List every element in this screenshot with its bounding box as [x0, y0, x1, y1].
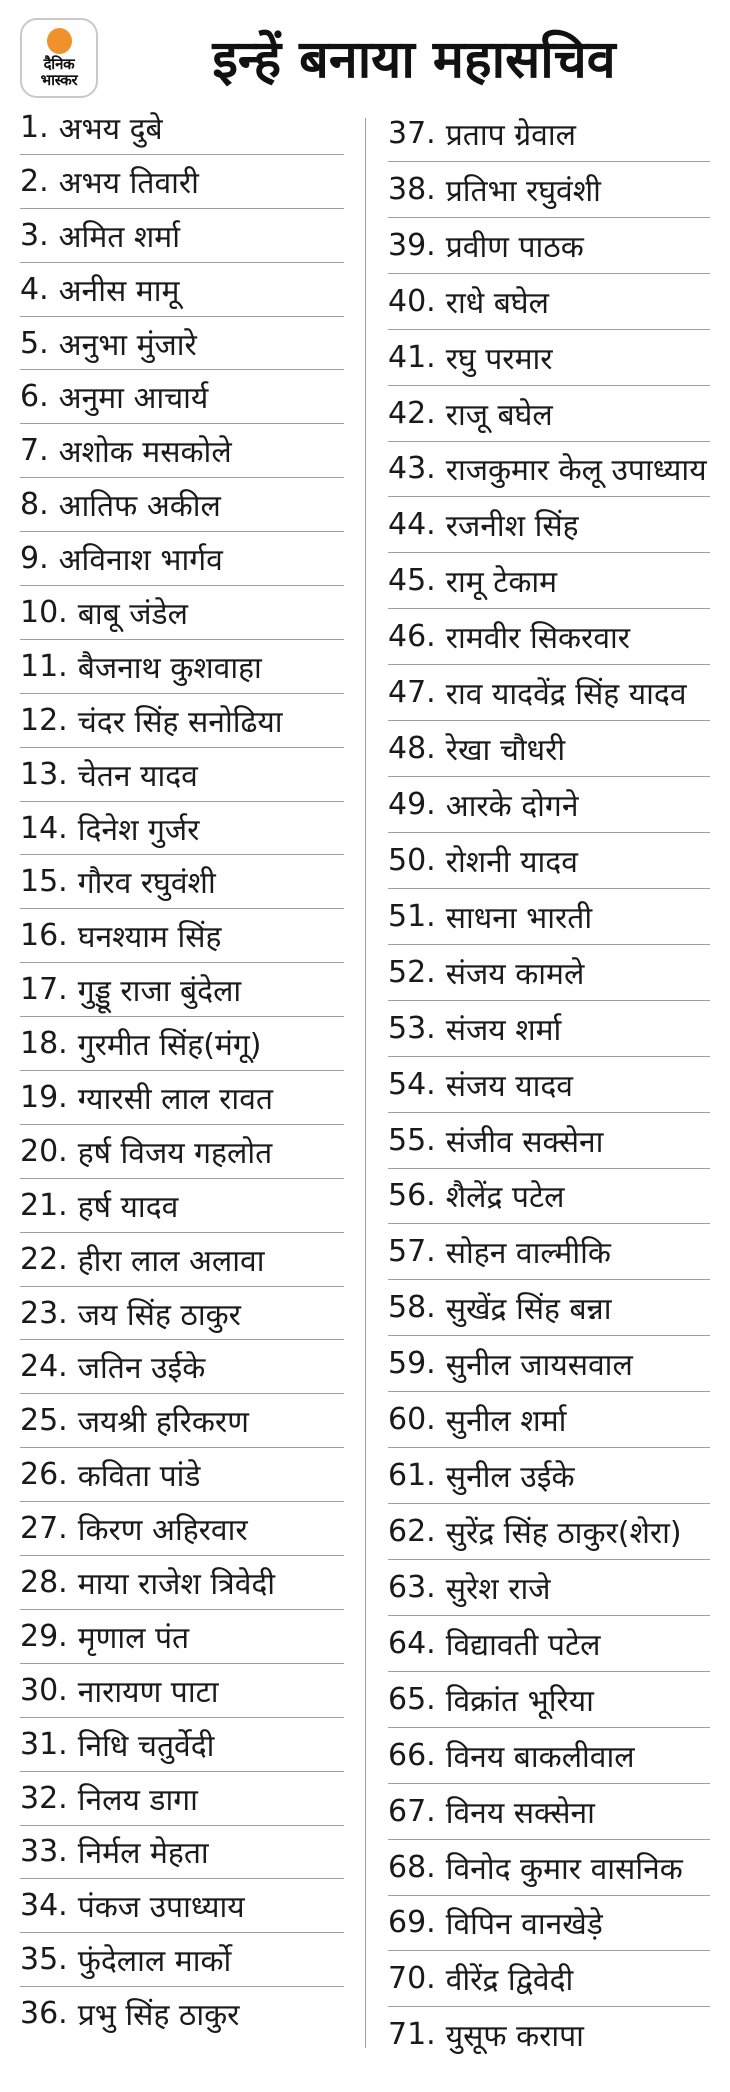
item-name: हीरा लाल अलावा — [77, 1243, 265, 1279]
item-number: 3. — [20, 217, 49, 253]
item-name: अविनाश भार्गव — [58, 543, 223, 579]
list-item — [388, 497, 710, 553]
list-item — [388, 330, 710, 386]
item-number: 31. — [20, 1726, 68, 1762]
list-item — [20, 1772, 344, 1826]
item-name: सोहन वाल्मीकि — [445, 1236, 611, 1272]
item-number: 47. — [388, 675, 436, 711]
list-item — [388, 721, 710, 777]
item-number: 18. — [20, 1026, 68, 1062]
list-item — [388, 162, 710, 218]
logo-text-line2: भास्कर — [40, 71, 78, 89]
item-name: प्रवीण पाठक — [445, 229, 584, 265]
column-divider — [365, 118, 366, 2048]
list-item — [20, 1448, 344, 1502]
item-number: 50. — [388, 842, 436, 878]
list-item — [20, 101, 344, 155]
item-name: अनुभा मुंजारे — [58, 327, 197, 363]
item-number: 16. — [20, 918, 68, 954]
item-number: 28. — [20, 1564, 68, 1600]
item-name: युसूफ करापा — [445, 2019, 584, 2055]
item-number: 39. — [388, 227, 436, 263]
item-name: सुनील जायसवाल — [445, 1348, 633, 1384]
item-name: अशोक मसकोले — [58, 435, 232, 471]
item-name: चंदर सिंह सनोढिया — [77, 704, 283, 740]
list-item — [388, 889, 710, 945]
item-name: राव यादवेंद्र सिंह यादव — [445, 677, 687, 713]
item-name: फुंदेलाल मार्को — [77, 1944, 232, 1980]
list-item — [20, 1125, 344, 1179]
item-number: 41. — [388, 339, 436, 375]
item-number: 1. — [20, 109, 49, 145]
list-item — [388, 1672, 710, 1728]
item-number: 45. — [388, 563, 436, 599]
item-number: 66. — [388, 1737, 436, 1773]
list-item — [388, 218, 710, 274]
item-number: 44. — [388, 507, 436, 543]
item-name: संजय कामले — [445, 956, 585, 992]
item-number: 70. — [388, 1961, 436, 1997]
item-number: 42. — [388, 395, 436, 431]
item-number: 63. — [388, 1569, 436, 1605]
list-item — [20, 1233, 344, 1287]
item-name: बैजनाथ कुशवाहा — [77, 650, 262, 686]
list-item — [20, 1017, 344, 1071]
item-name: आरके दोगने — [445, 789, 579, 825]
item-number: 23. — [20, 1295, 68, 1331]
list-item — [20, 1933, 344, 1987]
list-item — [388, 1840, 710, 1896]
item-number: 15. — [20, 864, 68, 900]
item-name: विपिन वानखेड़े — [445, 1907, 603, 1943]
list-item — [388, 106, 710, 162]
item-name: साधना भारती — [445, 900, 593, 936]
item-number: 13. — [20, 756, 68, 792]
list-item — [20, 1556, 344, 1610]
item-number: 71. — [388, 2017, 436, 2053]
item-number: 43. — [388, 451, 436, 487]
item-number: 25. — [20, 1403, 68, 1439]
dainik-bhaskar-logo — [20, 18, 98, 98]
list-item — [20, 1610, 344, 1664]
list-item — [20, 1179, 344, 1233]
item-number: 24. — [20, 1349, 68, 1385]
item-name: बाबू जंडेल — [77, 596, 188, 632]
item-number: 32. — [20, 1780, 68, 1816]
list-item — [388, 609, 710, 665]
item-name: शैलेंद्र पटेल — [445, 1180, 565, 1216]
item-number: 67. — [388, 1793, 436, 1829]
list-item — [20, 1394, 344, 1448]
list-item — [20, 1287, 344, 1341]
item-name: चेतन यादव — [77, 758, 198, 794]
item-name: गुड्डू राजा बुंदेला — [77, 974, 242, 1010]
item-name: प्रताप ग्रेवाल — [445, 117, 576, 153]
list-item — [388, 1057, 710, 1113]
item-name: हर्ष यादव — [77, 1189, 179, 1225]
item-name: किरण अहिरवार — [77, 1513, 248, 1549]
item-number: 26. — [20, 1457, 68, 1493]
item-name: सुखेंद्र सिंह बन्ना — [445, 1292, 612, 1328]
logo-text-line1: दैनिक — [43, 54, 75, 73]
item-number: 61. — [388, 1458, 436, 1494]
item-number: 52. — [388, 954, 436, 990]
item-number: 56. — [388, 1178, 436, 1214]
list-item — [388, 442, 710, 498]
list-item — [20, 802, 344, 856]
list-item — [388, 1392, 710, 1448]
item-number: 2. — [20, 163, 49, 199]
item-number: 62. — [388, 1514, 436, 1549]
item-number: 36. — [20, 1996, 68, 2032]
list-item — [20, 963, 344, 1017]
item-number: 53. — [388, 1010, 436, 1046]
item-name: मृणाल पंत — [77, 1620, 190, 1656]
list-item — [20, 855, 344, 909]
list-item — [20, 1071, 344, 1125]
list-item — [388, 1728, 710, 1784]
list-item — [20, 909, 344, 963]
item-name: पंकज उपाध्याय — [77, 1890, 245, 1926]
list-item — [388, 1504, 710, 1560]
item-name: संजय शर्मा — [445, 1012, 562, 1048]
item-name: गुरमीत सिंह(मंगू) — [77, 1028, 262, 1064]
item-name: रजनीश सिंह — [445, 509, 579, 545]
item-name: रोशनी यादव — [445, 844, 578, 880]
list-item — [388, 2007, 710, 2062]
item-name: राजू बघेल — [445, 397, 553, 433]
list-item — [20, 1502, 344, 1556]
list-item — [388, 553, 710, 609]
item-name: माया राजेश त्रिवेदी — [77, 1566, 276, 1602]
item-name: अनीस मामू — [58, 273, 180, 309]
item-number: 27. — [20, 1511, 68, 1547]
item-name: आतिफ अकील — [58, 489, 221, 525]
list-item — [20, 1664, 344, 1718]
page-title: इन्हें बनाया महासचिव — [212, 29, 616, 90]
item-name: विनोद कुमार वासनिक — [445, 1851, 683, 1887]
item-number: 60. — [388, 1402, 436, 1438]
item-number: 35. — [20, 1942, 68, 1978]
item-name: संजीव सक्सेना — [445, 1124, 604, 1160]
item-number: 48. — [388, 731, 436, 767]
list-item — [20, 1987, 344, 2040]
list-item — [20, 263, 344, 317]
name-list-right-column — [388, 106, 710, 2062]
item-number: 51. — [388, 898, 436, 934]
item-number: 11. — [20, 648, 68, 684]
list-item — [388, 1448, 710, 1504]
item-number: 21. — [20, 1187, 68, 1223]
list-item — [20, 155, 344, 209]
list-item — [388, 274, 710, 330]
item-name: विनय बाकलीवाल — [445, 1739, 635, 1775]
list-item — [20, 1340, 344, 1394]
list-item — [388, 1560, 710, 1616]
list-item — [20, 424, 344, 478]
item-name: संजय यादव — [445, 1068, 573, 1104]
item-number: 5. — [20, 325, 49, 361]
item-number: 69. — [388, 1905, 436, 1941]
item-name: जय सिंह ठाकुर — [77, 1297, 241, 1333]
item-number: 34. — [20, 1888, 68, 1924]
item-number: 6. — [20, 379, 49, 415]
name-list-left-column — [20, 101, 344, 2040]
item-number: 38. — [388, 171, 436, 207]
list-item — [20, 640, 344, 694]
item-name: अभय दुबे — [58, 111, 163, 147]
item-number: 9. — [20, 541, 49, 577]
list-item — [388, 665, 710, 721]
item-number: 19. — [20, 1079, 68, 1115]
list-item — [388, 1169, 710, 1225]
list-item — [388, 945, 710, 1001]
sun-icon — [47, 28, 72, 54]
item-number: 55. — [388, 1122, 436, 1158]
item-number: 40. — [388, 283, 436, 319]
item-name: दिनेश गुर्जर — [77, 812, 200, 848]
list-item — [20, 209, 344, 263]
item-name: वीरेंद्र द्विवेदी — [445, 1963, 574, 1999]
item-number: 68. — [388, 1849, 436, 1885]
item-number: 64. — [388, 1625, 436, 1661]
list-item — [388, 1113, 710, 1169]
item-number: 33. — [20, 1834, 68, 1870]
item-number: 37. — [388, 115, 436, 151]
item-name: राजकुमार केलू उपाध्याय — [445, 453, 707, 489]
item-name: विक्रांत भूरिया — [445, 1683, 594, 1719]
item-name: कविता पांडे — [77, 1459, 201, 1495]
list-item — [20, 532, 344, 586]
item-name: विद्यावती पटेल — [445, 1627, 601, 1663]
list-item — [20, 1718, 344, 1772]
item-name: रेखा चौधरी — [445, 733, 566, 769]
item-name: सुरेंद्र सिंह ठाकुर(शेरा) — [445, 1516, 682, 1551]
item-number: 30. — [20, 1672, 68, 1708]
item-number: 65. — [388, 1681, 436, 1717]
list-item — [388, 1336, 710, 1392]
item-number: 54. — [388, 1066, 436, 1102]
item-name: सुरेश राजे — [445, 1571, 551, 1607]
item-number: 29. — [20, 1618, 68, 1654]
item-number: 4. — [20, 271, 49, 307]
item-number: 20. — [20, 1133, 68, 1169]
list-item — [388, 1896, 710, 1952]
item-name: निलय डागा — [77, 1782, 198, 1818]
item-name: रामवीर सिकरवार — [445, 621, 631, 657]
item-number: 49. — [388, 787, 436, 823]
item-name: अमित शर्मा — [58, 219, 181, 255]
list-item — [388, 833, 710, 889]
item-number: 22. — [20, 1241, 68, 1277]
list-item — [388, 1616, 710, 1672]
item-name: सुनील उईके — [445, 1460, 575, 1496]
list-item — [388, 1001, 710, 1057]
item-number: 14. — [20, 810, 68, 846]
item-number: 57. — [388, 1234, 436, 1270]
item-number: 7. — [20, 433, 49, 469]
item-name: अभय तिवारी — [58, 165, 199, 201]
item-name: अनुमा आचार्य — [58, 381, 209, 417]
list-item — [20, 478, 344, 532]
item-number: 12. — [20, 702, 68, 738]
list-item — [20, 694, 344, 748]
item-name: नारायण पाटा — [77, 1674, 219, 1710]
item-name: प्रभु सिंह ठाकुर — [77, 1998, 240, 2034]
list-item — [388, 386, 710, 442]
item-number: 8. — [20, 487, 49, 523]
item-name: निर्मल मेहता — [77, 1836, 209, 1872]
item-name: जयश्री हरिकरण — [77, 1405, 249, 1441]
list-item — [20, 1879, 344, 1933]
list-item — [20, 748, 344, 802]
list-item — [388, 1224, 710, 1280]
list-item — [20, 370, 344, 424]
item-name: ग्यारसी लाल रावत — [77, 1081, 273, 1117]
header — [0, 0, 730, 100]
item-name: प्रतिभा रघुवंशी — [445, 173, 601, 209]
item-number: 10. — [20, 594, 68, 630]
item-name: गौरव रघुवंशी — [77, 866, 216, 902]
list-item — [20, 1826, 344, 1880]
item-number: 17. — [20, 972, 68, 1008]
list-item — [388, 1951, 710, 2007]
list-item — [20, 317, 344, 371]
list-item — [20, 586, 344, 640]
item-name: रामू टेकाम — [445, 565, 558, 601]
item-name: हर्ष विजय गहलोत — [77, 1135, 273, 1171]
item-number: 59. — [388, 1346, 436, 1382]
item-name: सुनील शर्मा — [445, 1404, 567, 1440]
item-name: रघु परमार — [445, 341, 553, 377]
item-name: घनश्याम सिंह — [77, 920, 222, 956]
item-name: राधे बघेल — [445, 285, 549, 321]
item-name: जतिन उईके — [77, 1351, 206, 1387]
list-item — [388, 777, 710, 833]
list-item — [388, 1280, 710, 1336]
item-name: विनय सक्सेना — [445, 1795, 595, 1831]
item-number: 58. — [388, 1290, 436, 1326]
item-number: 46. — [388, 619, 436, 655]
item-name: निधि चतुर्वेदी — [77, 1728, 215, 1764]
list-item — [388, 1784, 710, 1840]
